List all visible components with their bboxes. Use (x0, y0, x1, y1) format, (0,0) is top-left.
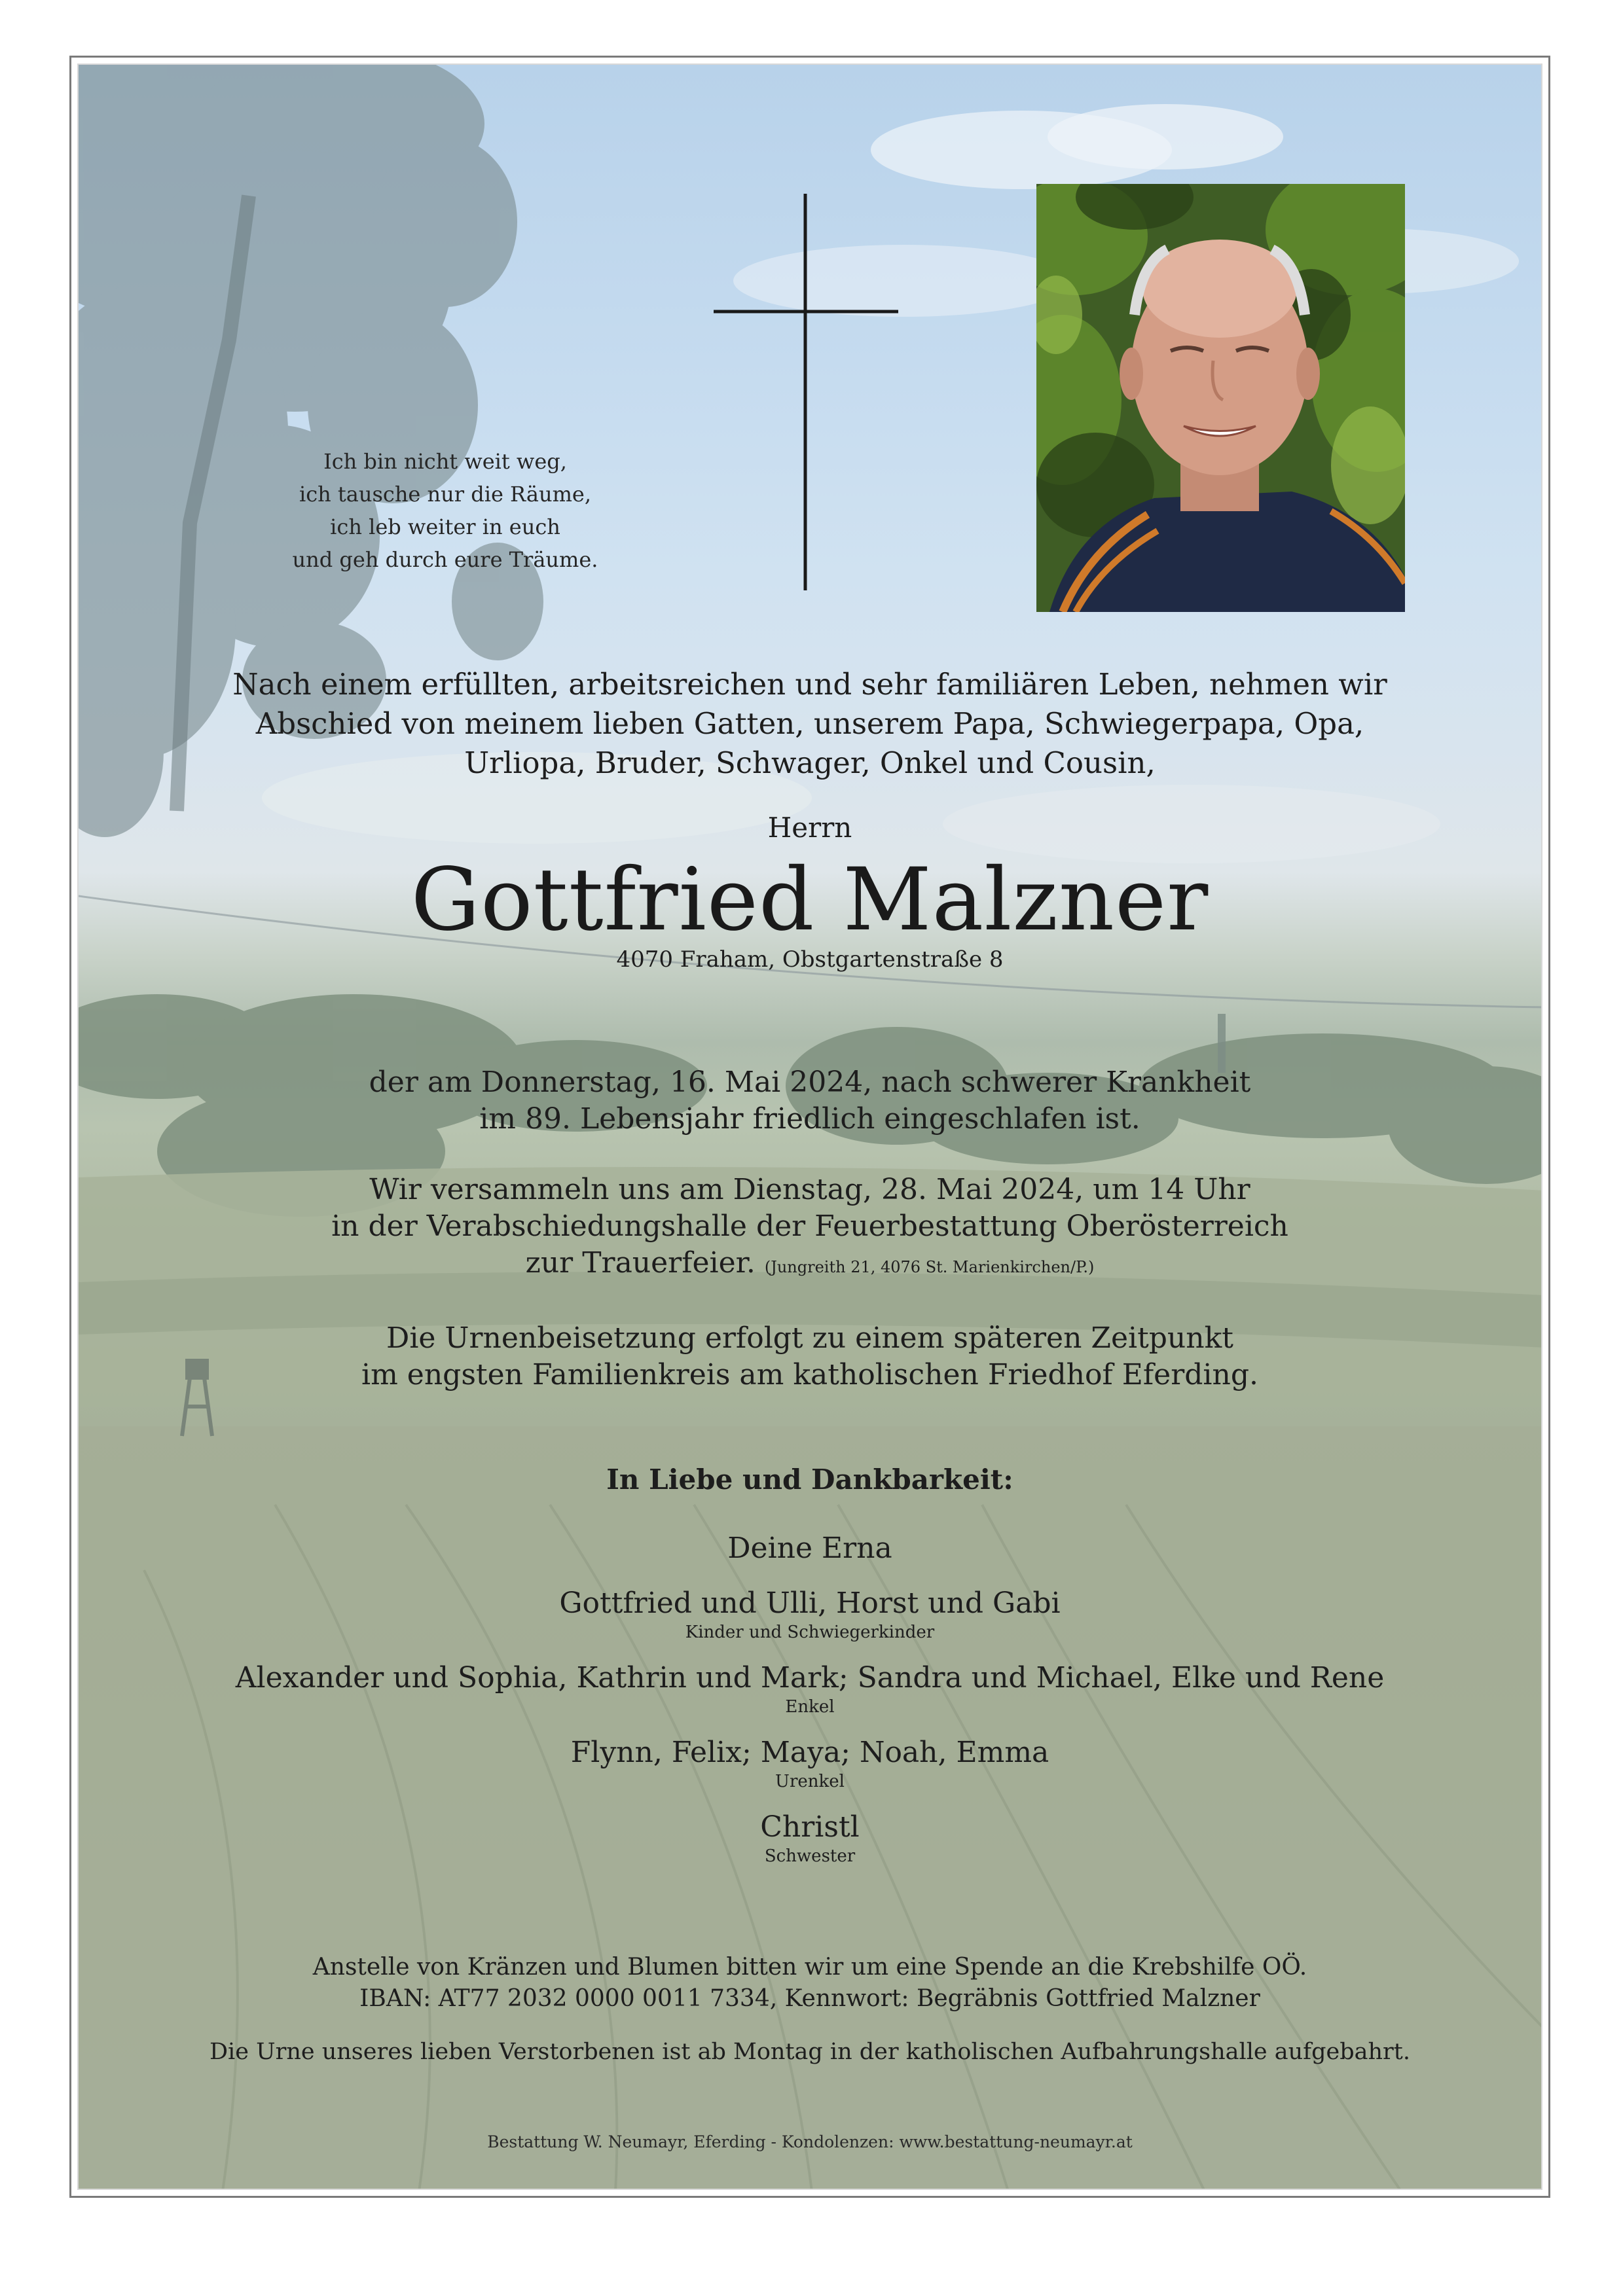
urn-notice (77, 1320, 1542, 1393)
deceased-address: 4070 Fraham, Obstgartenstraße 8 (616, 946, 1004, 973)
salutation: Herrn (767, 812, 852, 844)
funeral-line: zur Trauerfeier. (525, 1246, 756, 1280)
poem-line: ich tausche nur die Räume, (299, 482, 592, 507)
mourner-role: Urenkel (775, 1772, 845, 1791)
cross-icon (714, 194, 898, 590)
intro-line: Nach einem erfüllten, arbeitsreichen und sehr familiären Leben, nehmen wir (232, 667, 1387, 702)
mourner-role: Schwester (764, 1846, 856, 1866)
poem-line: und geh durch eure Träume. (292, 547, 598, 572)
mourner-names: Deine Erna (727, 1532, 892, 1565)
funeral-location-note: (Jungreith 21, 4076 St. Marienkirchen/P.) (764, 1258, 1095, 1276)
thanks-heading: In Liebe und Dankbarkeit: (606, 1463, 1013, 1496)
mourner-group (77, 1530, 1542, 1568)
mourners-list (77, 1530, 1542, 1883)
mourner-role: Kinder und Schwiegerkinder (685, 1623, 935, 1642)
intro-line: Abschied von meinem lieben Gatten, unserem Papa, Schwiegerpapa, Opa, (255, 706, 1364, 741)
mourner-group (77, 1585, 1542, 1642)
viewing-note: Die Urne unseres lieben Verstorbenen ist ab Montag in der katholischen Aufbahrungshalle aufgebahrt. (210, 2039, 1410, 2065)
mourner-names: Christl (760, 1810, 860, 1844)
portrait-photo (1036, 184, 1405, 612)
poem-line: ich leb weiter in euch (330, 514, 560, 539)
mourner-names: Alexander und Sophia, Kathrin und Mark; Sandra und Michael, Elke und Rene (235, 1661, 1385, 1695)
mourner-role: Enkel (785, 1697, 835, 1717)
deceased-name: Gottfried Malzner (410, 850, 1209, 950)
urn-line: im engsten Familienkreis am katholischen Friedhof Eferding. (361, 1358, 1258, 1391)
intro-line: Urliopa, Bruder, Schwager, Onkel und Cousin, (464, 745, 1156, 780)
donation-line: IBAN: AT77 2032 0000 0011 7334, Kennwort: Begräbnis Gottfried Malzner (359, 1985, 1260, 2012)
mourner-group (77, 1734, 1542, 1791)
funeral-line: in der Verabschiedungshalle der Feuerbestattung Oberösterreich (331, 1210, 1288, 1243)
poem-line: Ich bin nicht weit weg, (323, 449, 567, 474)
funeral-line-3 (77, 1245, 1542, 1285)
mourner-group (77, 1659, 1542, 1717)
funeral-line: Wir versammeln uns am Dienstag, 28. Mai 2024, um 14 Uhr (369, 1173, 1250, 1206)
mourner-group (77, 1808, 1542, 1866)
funeral-details (77, 1172, 1542, 1285)
urn-line: Die Urnenbeisetzung erfolgt zu einem späteren Zeitpunkt (386, 1321, 1233, 1355)
intro-text (77, 665, 1542, 783)
donation-line: Anstelle von Kränzen und Blumen bitten wir um eine Spende an die Krebshilfe OÖ. (312, 1954, 1307, 1981)
footer-credit: Bestattung W. Neumayr, Eferding - Kondolenzen: www.bestattung-neumayr.at (487, 2132, 1133, 2151)
poem (151, 445, 740, 576)
death-line: im 89. Lebensjahr friedlich eingeschlafen ist. (479, 1102, 1140, 1136)
death-line: der am Donnerstag, 16. Mai 2024, nach schwerer Krankheit (369, 1066, 1251, 1099)
donation-request (77, 1952, 1542, 2015)
mourner-names: Flynn, Felix; Maya; Noah, Emma (570, 1736, 1049, 1769)
mourner-names: Gottfried und Ulli, Horst und Gabi (559, 1587, 1061, 1620)
death-notice (77, 1064, 1542, 1138)
